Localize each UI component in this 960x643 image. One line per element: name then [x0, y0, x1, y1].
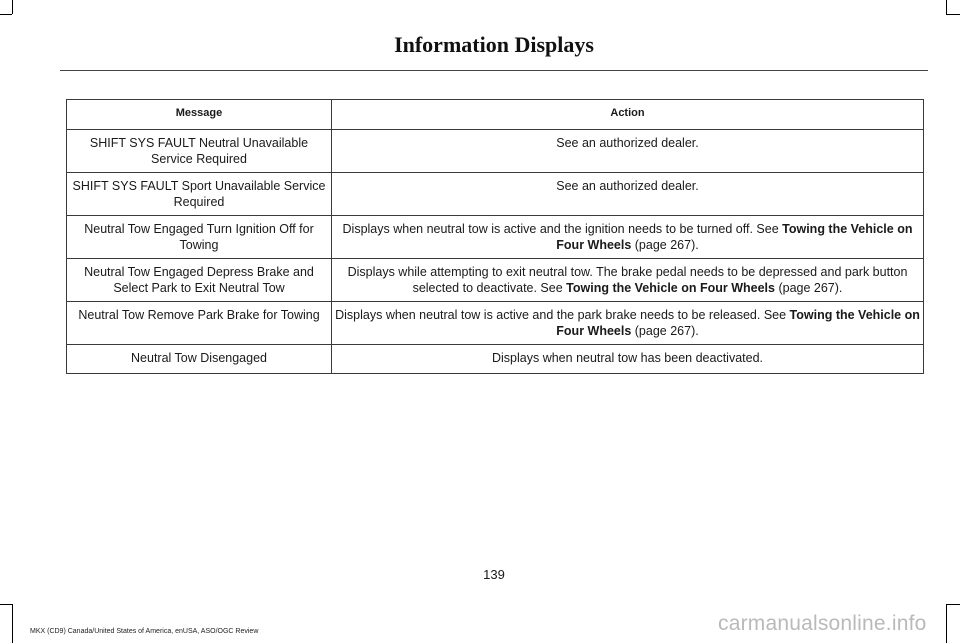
message-table [66, 99, 924, 374]
action-text: See an authorized dealer. [556, 179, 699, 193]
table-row [67, 130, 924, 173]
action-page: (page 267). [631, 238, 699, 252]
action-cell [332, 259, 924, 302]
message-cell: SHIFT SYS FAULT Sport Unavailable Service Required [67, 173, 332, 216]
message-cell: Neutral Tow Engaged Depress Brake and Select Park to Exit Neutral Tow [67, 259, 332, 302]
action-cell [332, 130, 924, 173]
message-cell: SHIFT SYS FAULT Neutral Unavailable Service Required [67, 130, 332, 173]
message-cell: Neutral Tow Engaged Turn Ignition Off for Towing [67, 216, 332, 259]
table-row [67, 173, 924, 216]
action-text: Displays while attempting to exit neutral tow. The brake pedal needs to be depressed and park button selected to deactivate. See [347, 265, 908, 295]
crop-mark-bottom-left-v [12, 604, 13, 643]
action-page: (page 267). [774, 281, 843, 295]
table-row [67, 302, 924, 345]
table-row [67, 216, 924, 259]
action-text: Displays when neutral tow is active and the ignition needs to be turned off. See [342, 222, 783, 236]
action-cell [332, 173, 924, 216]
table-header-row [67, 100, 924, 130]
page-number: 139 [483, 567, 505, 582]
action-text: Displays when neutral tow is active and the park brake needs to be released. See [335, 308, 790, 322]
action-reference-link[interactable]: Towing the Vehicle on Four Wheels [556, 308, 920, 338]
crop-mark-top-right-v [946, 0, 947, 14]
action-reference-link[interactable]: Towing the Vehicle on Four Wheels [566, 281, 775, 295]
page-title: Information Displays [394, 32, 594, 57]
action-cell [332, 302, 924, 345]
message-cell: Neutral Tow Remove Park Brake for Towing [67, 302, 332, 345]
crop-mark-top-left-v [12, 0, 13, 14]
crop-mark-bottom-left-h [0, 604, 12, 605]
action-cell [332, 216, 924, 259]
crop-mark-top-left-h [0, 14, 12, 15]
action-page: (page 267). [631, 324, 699, 338]
crop-mark-top-right-h [946, 14, 960, 15]
column-header-message: Message [67, 100, 332, 130]
action-text: See an authorized dealer. [556, 136, 699, 150]
title-divider [60, 70, 928, 71]
document-info: MKX (CD9) Canada/United States of America, enUSA, ASO/OGC Review [30, 628, 259, 635]
action-text: Displays when neutral tow has been deactivated. [492, 351, 763, 365]
table-row [67, 345, 924, 374]
message-cell: Neutral Tow Disengaged [67, 345, 332, 374]
action-reference-link[interactable]: Towing the Vehicle on Four Wheels [556, 222, 913, 252]
crop-mark-bottom-right-v [946, 604, 947, 643]
table-row [67, 259, 924, 302]
column-header-action: Action [332, 100, 924, 130]
crop-mark-bottom-right-h [946, 604, 960, 605]
action-cell [332, 345, 924, 374]
watermark: carmanualsonline.info [718, 612, 927, 635]
